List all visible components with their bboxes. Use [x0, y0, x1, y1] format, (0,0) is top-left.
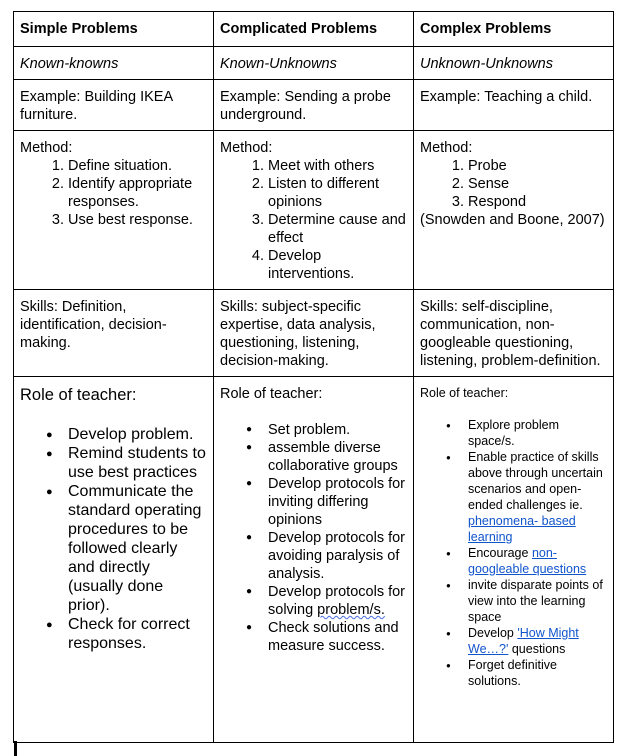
method-list [420, 157, 607, 211]
example-row [14, 80, 614, 131]
list-item [468, 449, 607, 545]
list-item: ● Remind students to use best practices [68, 444, 207, 482]
citation: (Snowden and Boone, 2007) [420, 212, 605, 228]
role-complicated [214, 377, 414, 743]
list-item: ● invite disparate points of view into the learning space [468, 577, 607, 625]
list-item [268, 583, 407, 619]
knowns-complex: Unknown-Unknowns [414, 47, 614, 80]
list-item: ● Develop protocols for inviting differing opinions [268, 475, 407, 529]
role-label: Role of teacher: [420, 386, 509, 400]
header-complicated: Complicated Problems [214, 12, 414, 47]
item-text: Encourage [468, 546, 532, 560]
skills-row [14, 290, 614, 377]
example-simple: Example: Building IKEA furniture. [14, 80, 214, 131]
example-complicated: Example: Sending a probe underground. [214, 80, 414, 131]
item-text: Develop protocols for solving [268, 584, 406, 618]
text-cursor [14, 741, 17, 756]
list-item: 3. Respond [468, 193, 607, 211]
list-item: 3. Use best response. [68, 211, 207, 229]
item-text: Enable practice of skills above through uncertain scenarios and open-ended challenges ie. [468, 450, 603, 512]
non-googleable-questions-link[interactable]: non-googleable questions [468, 546, 587, 576]
item-text: questions [508, 642, 566, 656]
method-label: Method: [420, 140, 473, 156]
list-item: ● Develop protocols for avoiding paralysis of analysis. [268, 529, 407, 583]
role-complex [414, 377, 614, 743]
how-might-we-link[interactable]: 'How Might We…?' [468, 626, 579, 656]
role-simple [14, 377, 214, 743]
method-complex [414, 131, 614, 290]
list-item: 4. Develop interventions. [268, 247, 407, 283]
role-row [14, 377, 614, 743]
method-list [220, 157, 407, 283]
role-label: Role of teacher: [20, 386, 137, 404]
list-item [468, 625, 607, 657]
skills-complicated: Skills: subject-specific expertise, data analysis, questioning, listening, decision-making. [214, 290, 414, 377]
spellcheck-word[interactable]: problem/s. [317, 602, 385, 618]
list-item: ● Check for correct responses. [68, 615, 207, 653]
role-list [220, 421, 407, 655]
list-item [468, 545, 607, 577]
list-item: 1. Meet with others [268, 157, 407, 175]
list-item: ● Forget definitive solutions. [468, 657, 607, 689]
knowns-complicated: Known-Unknowns [214, 47, 414, 80]
skills-complex: Skills: self-discipline, communication, non-googleable questioning, listening, problem-definition. [414, 290, 614, 377]
header-row [14, 12, 614, 47]
list-item: ● Communicate the standard operating procedures to be followed clearly and directly (usually done prior). [68, 482, 207, 615]
role-label: Role of teacher: [220, 386, 323, 402]
method-label: Method: [20, 140, 73, 156]
knowns-simple: Known-knowns [14, 47, 214, 80]
method-simple [14, 131, 214, 290]
method-row [14, 131, 614, 290]
list-item: ● assemble diverse collaborative groups [268, 439, 407, 475]
header-simple: Simple Problems [14, 12, 214, 47]
list-item: ● Set problem. [268, 421, 407, 439]
method-label: Method: [220, 140, 273, 156]
item-text: Develop [468, 626, 518, 640]
header-complex: Complex Problems [414, 12, 614, 47]
role-list [20, 425, 207, 653]
list-item: ● Check solutions and measure success. [268, 619, 407, 655]
list-item: 3. Determine cause and effect [268, 211, 407, 247]
skills-simple: Skills: Definition, identification, decision-making. [14, 290, 214, 377]
role-list [420, 417, 607, 689]
list-item: 2. Listen to different opinions [268, 175, 407, 211]
example-complex: Example: Teaching a child. [414, 80, 614, 131]
knowns-row [14, 47, 614, 80]
phenomena-based-learning-link[interactable]: phenomena- based learning [468, 514, 576, 544]
method-list [20, 157, 207, 229]
method-complicated [214, 131, 414, 290]
list-item: ● Explore problem space/s. [468, 417, 607, 449]
list-item: 2. Sense [468, 175, 607, 193]
list-item: 1. Define situation. [68, 157, 207, 175]
problems-table [13, 11, 614, 743]
list-item: 1. Probe [468, 157, 607, 175]
list-item: ● Develop problem. [68, 425, 207, 444]
list-item: 2. Identify appropriate responses. [68, 175, 207, 211]
